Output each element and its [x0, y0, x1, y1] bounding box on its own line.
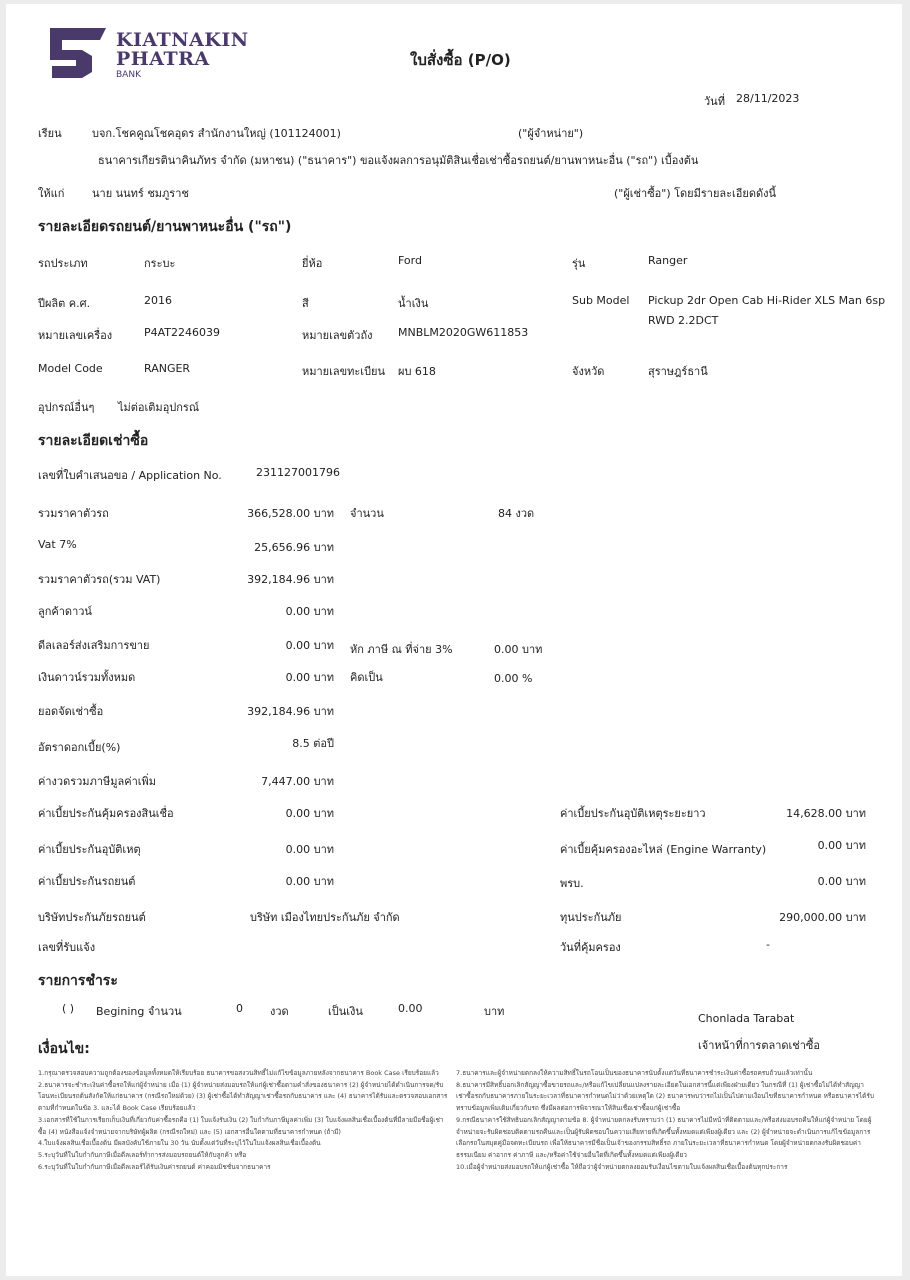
vehicle-engine: P4AT2246039	[144, 326, 221, 339]
condition-item: 1.กรุณาตรวจสอบความถูกต้องของข้อมูลทั้งหมดให้เรียบร้อย ธนาคารขอสงวนสิทธิ์ไม่แก้ไขข้อมูลภายหลังจากธนาคาร Book Case เรียบร้อยแล้ว	[38, 1069, 439, 1077]
total-down-label: เงินดาวน์รวมทั้งหมด	[38, 671, 136, 684]
vehicle-model-label: รุ่น	[572, 257, 586, 270]
condition-item: 2.ธนาคารจะชำระเงินค่าซื้อรถให้แก่ผู้จำหน่าย เมื่อ (1) ผู้จำหน่ายส่งมอบรถให้แก่ผู้เช่าซื้อตามคำสั่งของธนาคาร (2) ผู้จำหน่ายได้ดำเนินการจด/รับโอนทะเบียนรถต้นสังกัดให้แก่ธนาคาร (กรณีรถใหม่ด้วย) (3) ผู้เช่าซื้อได้ทำสัญญาเช่าซื้อรถกับธนาคาร และ (4) ธนาคารได้รับและตรวจสอบเอกสารตามที่กำหนดในข้อ 3. และได้ Book Case เรียบร้อยแล้ว	[38, 1080, 448, 1113]
vat-label: Vat 7%	[38, 538, 77, 551]
vehicle-engine-label: หมายเลขเครื่อง	[38, 329, 113, 342]
price-vat-label: รวมราคาตัวรถ(รวม VAT)	[38, 573, 161, 586]
payment-amount-label: เป็นเงิน	[328, 1005, 363, 1018]
vehicle-province: สุราษฎร์ธานี	[648, 365, 708, 378]
pct-label: คิดเป็น	[350, 671, 383, 684]
cover-date-label: วันที่คุ้มครอง	[560, 941, 621, 954]
payment-unit: งวด	[270, 1005, 289, 1018]
vehicle-accessories-label: อุปกรณ์อื่นๆ	[38, 401, 95, 414]
vehicle-chassis: MNBLM2020GW611853	[398, 326, 529, 339]
hp-heading: รายละเอียดเช่าซื้อ	[38, 433, 149, 449]
vehicle-chassis-label: หมายเลขตัวถัง	[302, 329, 373, 342]
po-page	[6, 4, 902, 1276]
vehicle-type-label: รถประเภท	[38, 257, 88, 270]
wht-label: หัก ภาษี ณ ที่จ่าย 3%	[350, 643, 453, 656]
to-name: นาย นนทร์ ชมภูราช	[92, 187, 189, 200]
conditions-right	[456, 1068, 874, 1173]
wht-value: 0.00 บาท	[494, 643, 543, 656]
payment-heading: รายการชำระ	[38, 973, 118, 989]
credit-ins-value: 0.00 บาท	[285, 807, 334, 820]
condition-item: 3.เอกสารที่ใช้ในการเรียกเก็บเงินที่เกี่ยวกับค่าซื้อรถคือ (1) ใบแจ้งรับเงิน (2) ใบกำกับภาษีมูลค่าเพิ่ม (3) ใบแจ้งผลสินเชื่อเบื้องต้นที่มีลายมือชื่อผู้เช่าซื้อ (4) หนังสือแจ้งจำหน่ายจากบริษัทผู้ผลิต (กรณีรถใหม่) และ (5) เอกสารอื่นใดตามที่ธนาคารกำหนด (ถ้ามี)	[38, 1115, 444, 1136]
condition-item: 10.เมื่อผู้จำหน่ายส่งมอบรถให้แก่ผู้เช่าซื้อ ให้ถือว่าผู้จำหน่ายตกลงยอมรับเงื่อนไขตามใบแจ้งผลสินเชื่อเบื้องต้นทุกประการ	[456, 1162, 788, 1171]
to-role: ("ผู้เช่าซื้อ") โดยมีรายละเอียดดังนี้	[614, 187, 777, 200]
car-ins-value: 0.00 บาท	[285, 875, 334, 888]
vehicle-color-label: สี	[302, 297, 309, 310]
application-label: เลขที่ใบคำเสนอขอ / Application No.	[38, 469, 222, 482]
notify-label: เลขที่รับแจ้ง	[38, 941, 96, 954]
price-vat-value: 392,184.96 บาท	[247, 573, 334, 586]
finance-label: ยอดจัดเช่าซื้อ	[38, 705, 104, 718]
car-ins-label: ค่าเบี้ยประกันรถยนต์	[38, 875, 136, 888]
recipient-role: ("ผู้จำหน่าย")	[518, 127, 584, 140]
cmi-value: 0.00 บาท	[817, 875, 866, 888]
bank-logo-icon	[46, 26, 108, 82]
payment-beginning: Begining จำนวน	[96, 1005, 182, 1018]
officer-name: Chonlada Tarabat	[698, 1012, 795, 1025]
rate-label: อัตราดอกเบี้ย(%)	[38, 741, 121, 754]
payment-amount: 0.00	[398, 1002, 423, 1015]
conditions-heading: เงื่อนไข:	[38, 1041, 90, 1057]
pa-label: ค่าเบี้ยประกันอุบัติเหตุ	[38, 843, 141, 856]
date-label: วันที่	[704, 95, 725, 108]
finance-value: 392,184.96 บาท	[247, 705, 334, 718]
condition-item: 9.กรณีธนาคารใช้สิทธิบอกเลิกสัญญาตามข้อ 8. ผู้จำหน่ายตกลงรับทราบว่า (1) ธนาคารไม่มีหน้าที่ติดตามและ/หรือส่งมอบรถคืนให้แก่ผู้จำหน่าย โดยผู้จำหน่ายจะรับผิดชอบติดตามรถคืนและเป็นผู้รับผิดชอบในความเสียหายที่เกิดขึ้นทั้งหมดแต่เพียงผู้เดียว และ (2) ผู้จำหน่ายจะดำเนินการแก้ไขข้อมูลการเลือกรถในสมุดคู่มือจดทะเบียนรถ เพื่อให้ธนาคารมีชื่อเป็นเจ้าของกรรมสิทธิ์รถ ภายในระยะเวลาที่ธนาคารกำหนด โดยผู้จำหน่ายตกลงรับผิดชอบค่าธรรมเนียม ค่าอากร ค่าภาษี และ/หรือค่าใช้จ่ายอื่นใดที่เกิดขึ้นทั้งหมดแต่เพียงผู้เดียว	[456, 1115, 872, 1159]
vehicle-heading: รายละเอียดรถยนต์/ยานพาหนะอื่น ("รถ")	[38, 219, 292, 235]
sum-insured-label: ทุนประกันภัย	[560, 911, 622, 924]
insurer-value: บริษัท เมืองไทยประกันภัย จำกัด	[250, 911, 400, 924]
down-label: ลูกค้าดาวน์	[38, 605, 92, 618]
vehicle-submodel-line1: Pickup 2dr Open Cab Hi-Rider XLS Man 6sp	[648, 294, 886, 307]
officer-title: เจ้าหน้าที่การตลาดเช่าซื้อ	[698, 1039, 821, 1052]
to-label: ให้แก่	[38, 187, 65, 200]
total-down-value: 0.00 บาท	[285, 671, 334, 684]
credit-ins-label: ค่าเบี้ยประกันคุ้มครองสินเชื่อ	[38, 807, 174, 820]
payment-currency: บาท	[484, 1005, 505, 1018]
payment-paren: ( )	[62, 1002, 75, 1015]
rate-value: 8.5 ต่อปี	[292, 737, 334, 750]
condition-item: 4.ใบแจ้งผลสินเชื่อเบื้องต้น มีผลบังคับใช้ภายใน 30 วัน นับตั้งแต่วันที่ระบุไว้ในใบแจ้งผลสินเชื่อเบื้องต้น	[38, 1139, 321, 1148]
down-value: 0.00 บาท	[285, 605, 334, 618]
condition-item: 7.ธนาคารและผู้จำหน่ายตกลงให้ความสิทธิ์ในรถโอนเป็นของธนาคารนับตั้งแต่วันที่ธนาคารชำระเงินค่าซื้อรถครบถ้วนแล้วเท่านั้น	[456, 1069, 813, 1077]
installments-label: จำนวน	[350, 507, 384, 520]
vehicle-modelcode-label: Model Code	[38, 362, 103, 375]
vehicle-plate-label: หมายเลขทะเบียน	[302, 365, 386, 378]
vehicle-brand: Ford	[398, 254, 422, 267]
vehicle-province-label: จังหวัด	[572, 365, 605, 378]
pa-long-value: 14,628.00 บาท	[786, 807, 866, 820]
date-value: 28/11/2023	[736, 92, 800, 105]
monthly-value: 7,447.00 บาท	[261, 775, 334, 788]
bank-name-line3: BANK	[116, 70, 141, 80]
monthly-label: ค่างวดรวมภาษีมูลค่าเพิ่ม	[38, 775, 157, 788]
warranty-value: 0.00 บาท	[817, 839, 866, 852]
recipient-name: บจก.โชคคูณโชคอุดร สำนักงานใหญ่ (101124001)	[92, 127, 341, 140]
installments-value: 84 งวด	[498, 507, 535, 520]
vehicle-model: Ranger	[648, 254, 688, 267]
vehicle-plate: ผบ 618	[398, 365, 436, 378]
vehicle-submodel-line2: RWD 2.2DCT	[648, 314, 719, 327]
recipient-message: ธนาคารเกียรตินาคินภัทร จำกัด (มหาชน) ("ธนาคาร") ขอแจ้งผลการอนุมัติสินเชื่อเช่าซื้อรถยนต์/ยานพาหนะอื่น ("รถ") เบื้องต้น	[98, 154, 699, 167]
bank-name-line1: KIATNAKIN	[116, 29, 249, 51]
vehicle-modelcode: RANGER	[144, 362, 191, 375]
bank-name-line2: PHATRA	[116, 48, 210, 70]
vehicle-year: 2016	[144, 294, 172, 307]
warranty-label: ค่าเบี้ยคุ้มครองอะไหล่ (Engine Warranty)	[560, 843, 767, 856]
price-label: รวมราคาตัวรถ	[38, 507, 109, 520]
cmi-label: พรบ.	[560, 877, 584, 890]
bank-logo	[46, 26, 249, 86]
pa-long-label: ค่าเบี้ยประกันอุบัติเหตุระยะยาว	[560, 807, 706, 820]
condition-item: 5.ระบุวันที่ในใบกำกับภาษีเมื่อดีลเลอร์ทำการส่งมอบรถยนต์ให้กับลูกค้า หรือ	[38, 1150, 247, 1159]
page-title: ใบสั่งซื้อ (P/O)	[410, 51, 511, 69]
vehicle-year-label: ปีผลิต ค.ศ.	[38, 297, 91, 310]
recipient-label: เรียน	[38, 127, 62, 140]
vehicle-accessories: ไม่ต่อเติมอุปกรณ์	[118, 401, 200, 414]
condition-item: 8.ธนาคารมีสิทธิ์บอกเลิกสัญญาซื้อขายรถและ/หรือแก้ไขเปลี่ยนแปลงรายละเอียดในเอกสารนี้แต่เพียงฝ่ายเดียว ในกรณีที่ (1) ผู้เช่าซื้อไม่ได้ทำสัญญาเช่าซื้อรถกับธนาคารภายในระยะเวลาที่ธนาคารกำหนดไม่ว่าด้วยเหตุใด (2) ธนาคารพบว่ารถไม่เป็นไปตามเงื่อนไขที่ธนาคารกำหนด หรือธนาคารได้รับทราบข้อมูลเพิ่มเติมเกี่ยวกับรถ ซึ่งมีผลต่อการพิจารณาให้สินเชื่อเช่าซื้อแก่ผู้เช่าซื้อ	[456, 1080, 874, 1113]
application-number: 231127001796	[256, 466, 340, 479]
condition-item: 6.ระบุวันที่ในใบกำกับภาษีเมื่อดีลเลอร์ได้รับเงินค่ารถยนต์ ค่าคอมมิชชั่นจากธนาคาร	[38, 1162, 271, 1171]
vehicle-brand-label: ยี่ห้อ	[302, 257, 323, 270]
vehicle-color: น้ำเงิน	[398, 297, 429, 310]
pct-value: 0.00 %	[494, 672, 533, 685]
vehicle-type: กระบะ	[144, 257, 176, 270]
insurer-label: บริษัทประกันภัยรถยนต์	[38, 911, 146, 924]
vehicle-submodel-label: Sub Model	[572, 294, 630, 307]
pa-value: 0.00 บาท	[285, 843, 334, 856]
conditions-left	[38, 1068, 450, 1173]
vat-value: 25,656.96 บาท	[254, 541, 334, 554]
cover-date-value: -	[766, 938, 770, 951]
sum-insured-value: 290,000.00 บาท	[779, 911, 866, 924]
dealer-label: ดีลเลอร์ส่งเสริมการขาย	[38, 639, 150, 652]
payment-count: 0	[236, 1002, 243, 1015]
price-value: 366,528.00 บาท	[247, 507, 334, 520]
dealer-value: 0.00 บาท	[285, 639, 334, 652]
